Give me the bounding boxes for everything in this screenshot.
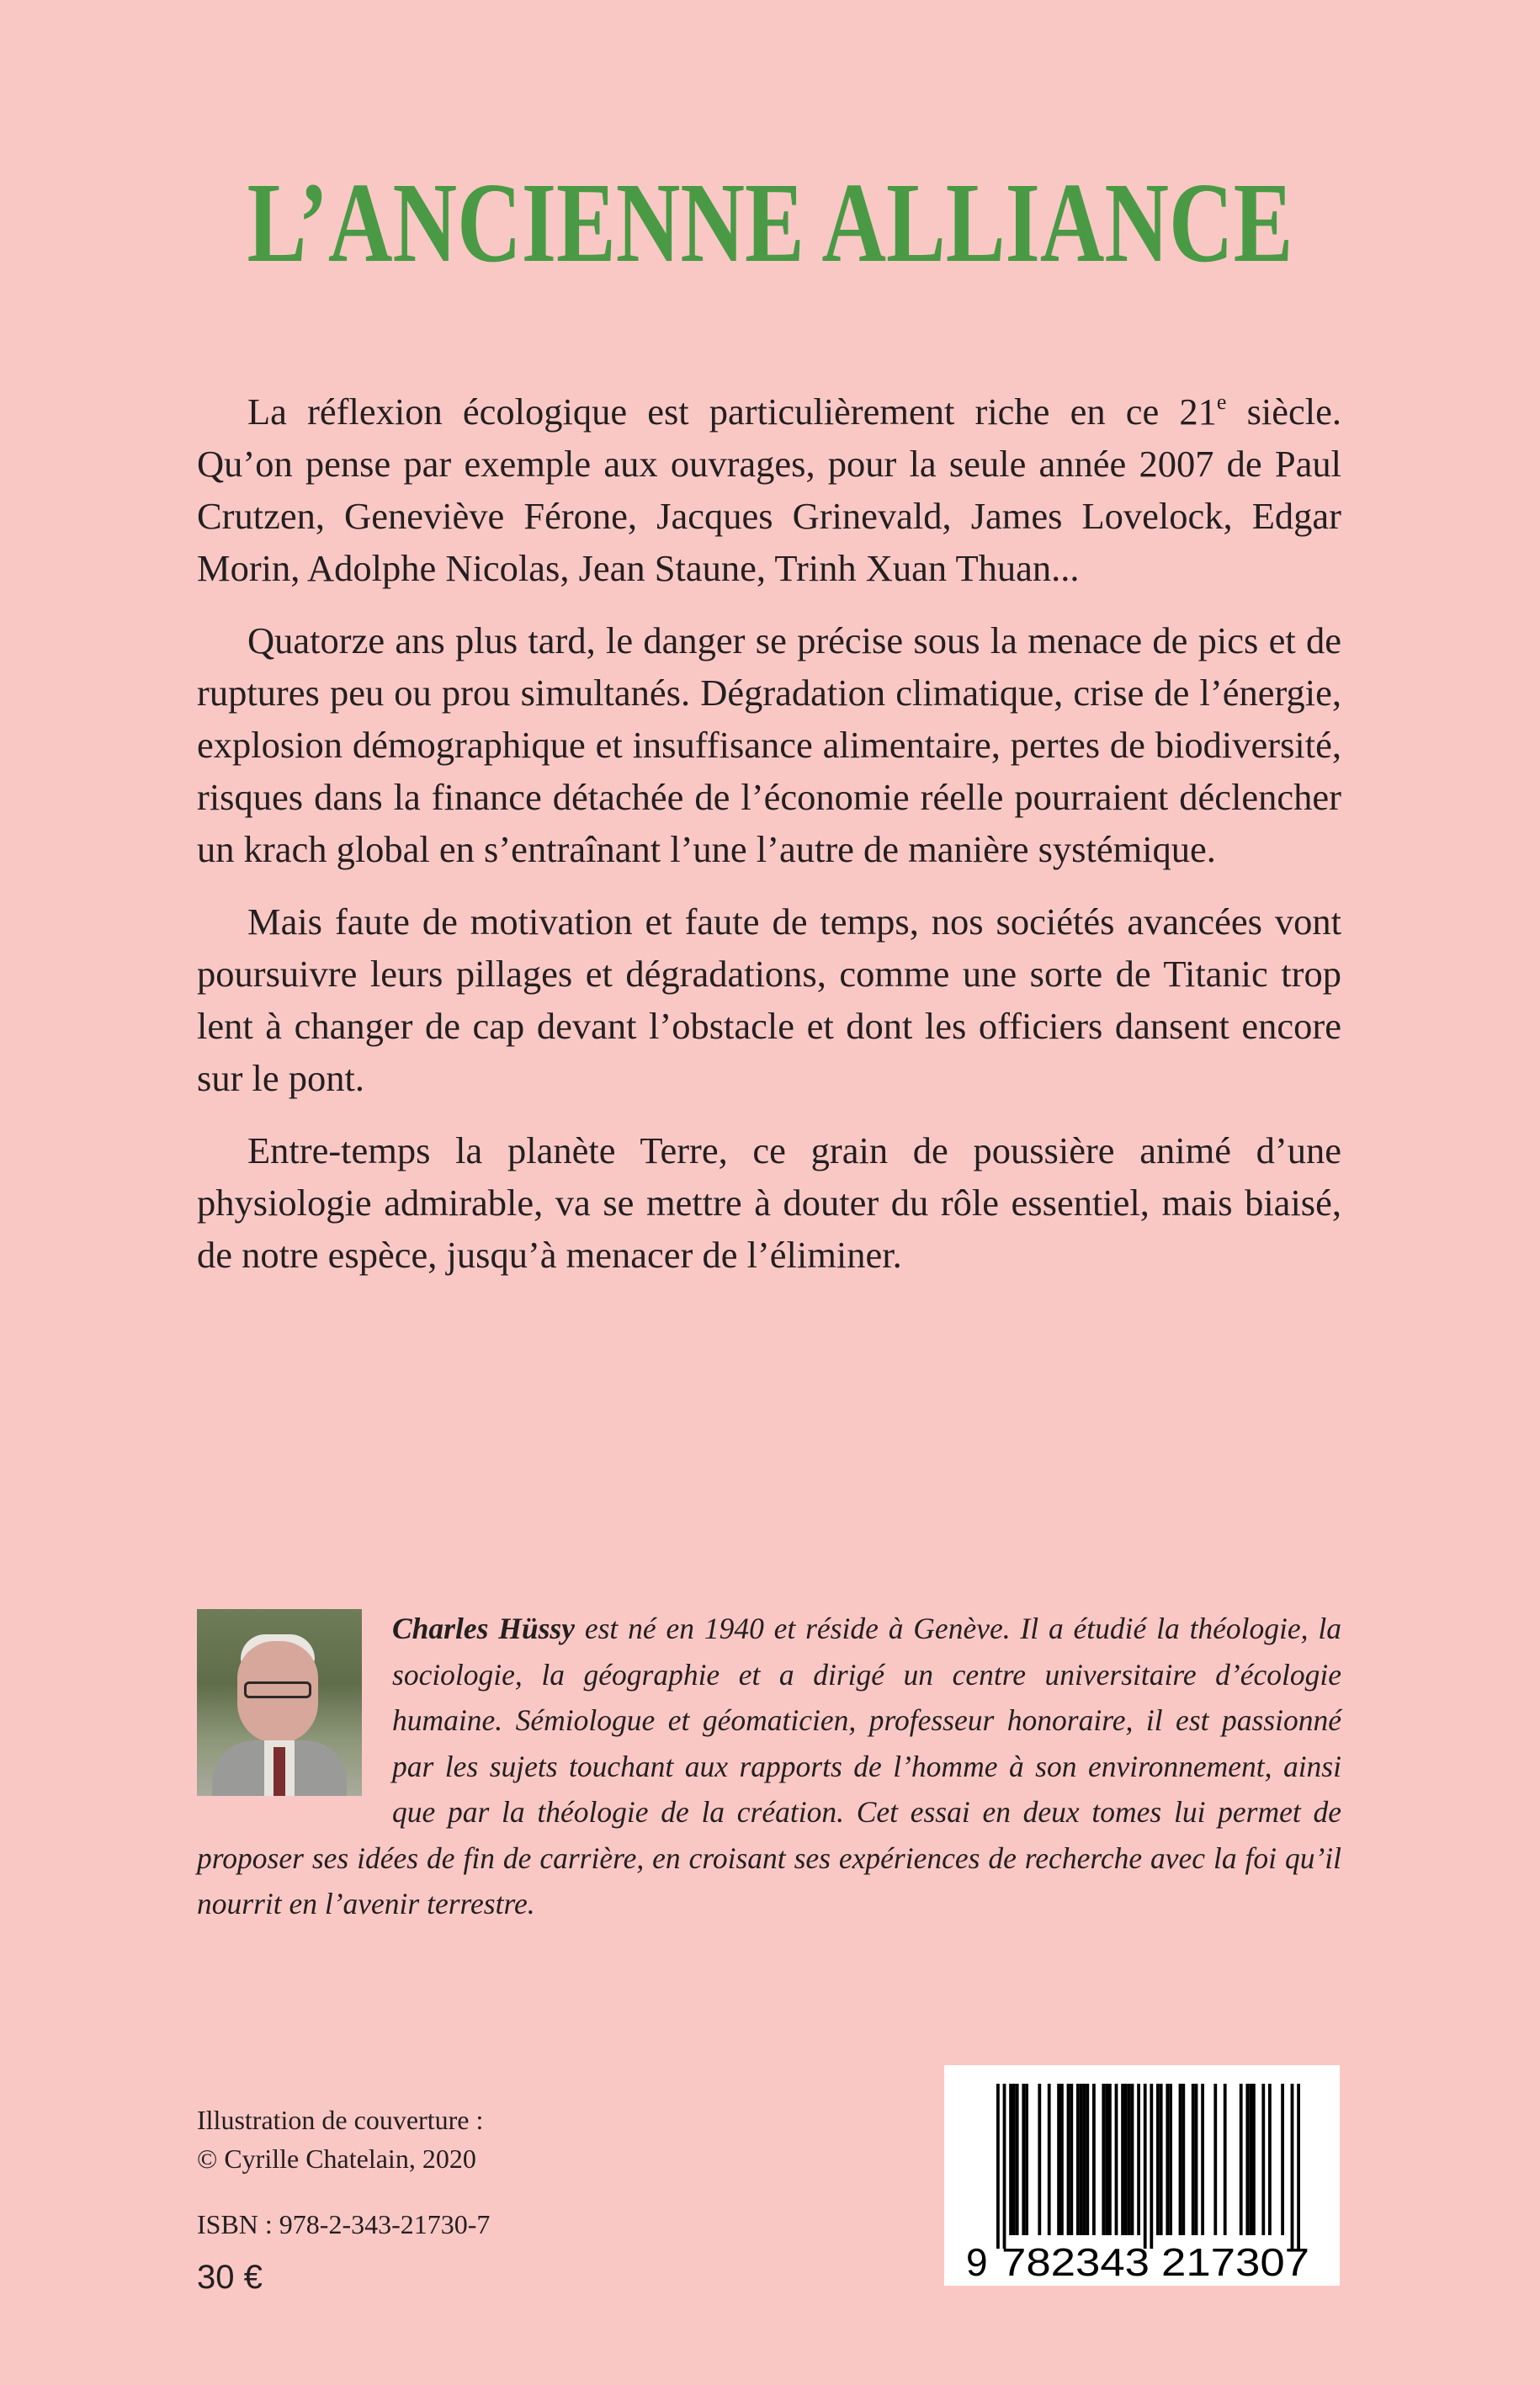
barcode-bar [1156,2084,1160,2235]
barcode-bar [1060,2084,1064,2235]
barcode-bar [1025,2084,1028,2235]
credit-label: Illustration de couverture : [197,2105,484,2135]
barcode-bar [1169,2084,1172,2235]
barcode-graphic [944,2065,1340,2286]
barcode-bar [1249,2084,1252,2235]
barcode-bar [1003,2084,1006,2249]
barcode-bar [1201,2084,1204,2235]
paragraph-2: Quatorze ans plus tard, le danger se précise sous la menace de pics et de ruptures peu ou prou simultanés. Dégradation climatique, crise de l’énergie, explosion démographique et insuffisance alimentaire, pertes de biodiversité, risques dans la finance détachée de l’économie réelle pourraient déclencher un krach global en s’entraînant l’une l’autre de manière systémique. [197,619,1341,870]
barcode-bar [1240,2084,1243,2235]
barcode-bar [1195,2084,1198,2235]
barcode-bar [1131,2084,1134,2235]
barcode-bar [1038,2084,1041,2235]
barcode-bar [1121,2084,1124,2235]
barcode-bar [1297,2084,1300,2249]
superscript-e: e [1216,390,1227,414]
author-bio-text: est né en 1940 et réside à Genève. Il a étudié la théologie, la sociologie, la géographie et a dirigé un centre universitaire d’écologie humaine. Sémiologue et géomaticien, professeur honoraire, il est passionné par les sujets touchant aux rapports de l’homme à son environnement, ainsi que par la théologie de la création. Cet essai en deux tomes lui permet de proposer ses idées de fin de carrière, en croisant ses expériences de recherche avec la foi qu’il nourrit en l’avenir terrestre. [197,1612,1341,1920]
barcode-bar [1179,2084,1182,2235]
barcode-bar [1076,2084,1080,2235]
paragraph-1-start: La réflexion écologique est particulièrement riche en ce 21 [247,390,1217,433]
price: 30 € [197,2259,263,2296]
barcode-bar [1086,2084,1089,2235]
barcode-bar [1144,2084,1147,2249]
barcode-right-group: 217307 [1161,2240,1309,2284]
barcode-bar [1070,2084,1073,2235]
barcode-bar [1048,2084,1051,2235]
barcode-bar [1012,2084,1016,2235]
barcode-bar [1009,2084,1012,2235]
paragraph-3: Mais faute de motivation et faute de temps, nos sociétés avancées vont poursuivre leurs pillages et dégradations, comme une sorte de Titanic trop lent à changer de cap devant l’obstacle et dont les officiers dansent encore sur le pont. [197,900,1341,1099]
paragraph-1 [197,385,1341,594]
barcode-bar [1016,2084,1019,2235]
barcode-left-group: 782343 [1001,2240,1150,2284]
barcode-bar [1092,2084,1096,2235]
barcode-bar [1124,2084,1128,2235]
barcode-first-digit: 9 [966,2240,988,2284]
barcode-bar [1022,2084,1025,2235]
barcode-bar [1245,2084,1249,2235]
barcode-bar [1166,2084,1169,2235]
barcode-bar [1192,2084,1195,2235]
barcode-bar [1108,2084,1112,2235]
back-cover-text [197,385,1341,1301]
barcode-bar [1080,2084,1083,2235]
barcode-bar [1150,2084,1153,2249]
author-bio [197,1606,1341,1927]
paragraph-4: Entre-temps la planète Terre, ce grain de poussière animé d’une physiologie admirable, va se mettre à douter du rôle essentiel, mais biaisé, de notre espèce, jusqu’à menacer de l’éliminer. [197,1129,1341,1276]
barcode-bar [996,2084,1000,2249]
illustration-credit [197,2101,483,2178]
barcode-bar [1057,2084,1060,2235]
barcode-bar [1261,2084,1265,2235]
barcode-bar [1224,2084,1227,2235]
barcode-bar [1281,2084,1284,2235]
author-photo [197,1609,362,1796]
barcode-bar [1182,2084,1185,2235]
credit-holder: © Cyrille Chatelain, 2020 [197,2143,476,2174]
barcode-bar [1115,2084,1118,2235]
barcode-bar [1213,2084,1217,2235]
barcode-bar [1291,2084,1294,2249]
barcode-bar [1083,2084,1086,2235]
barcode-bar [1067,2084,1070,2235]
barcode-bar [1105,2084,1108,2235]
barcode-bar [1102,2084,1105,2235]
barcode-bar [1252,2084,1256,2235]
barcode [944,2065,1340,2286]
barcode-bar [1128,2084,1131,2235]
book-title: L’ANCIENNE ALLIANCE [247,160,1293,286]
isbn: ISBN : 978-2-343-21730-7 [197,2209,491,2239]
paragraph-1-rest: siècle. Qu’on pense par exemple aux ouvrages, pour la seule année 2007 de Paul Crutzen, Geneviève Férone, Jacques Grinevald, James Lovelock, Edgar Morin, Adolphe Nicolas, Jean Staune, Trinh Xuan Thuan... [197,390,1341,589]
barcode-bar [1268,2084,1272,2235]
barcode-bar [1160,2084,1163,2235]
author-name: Charles Hüssy [392,1612,576,1645]
barcode-bar [1137,2084,1140,2235]
